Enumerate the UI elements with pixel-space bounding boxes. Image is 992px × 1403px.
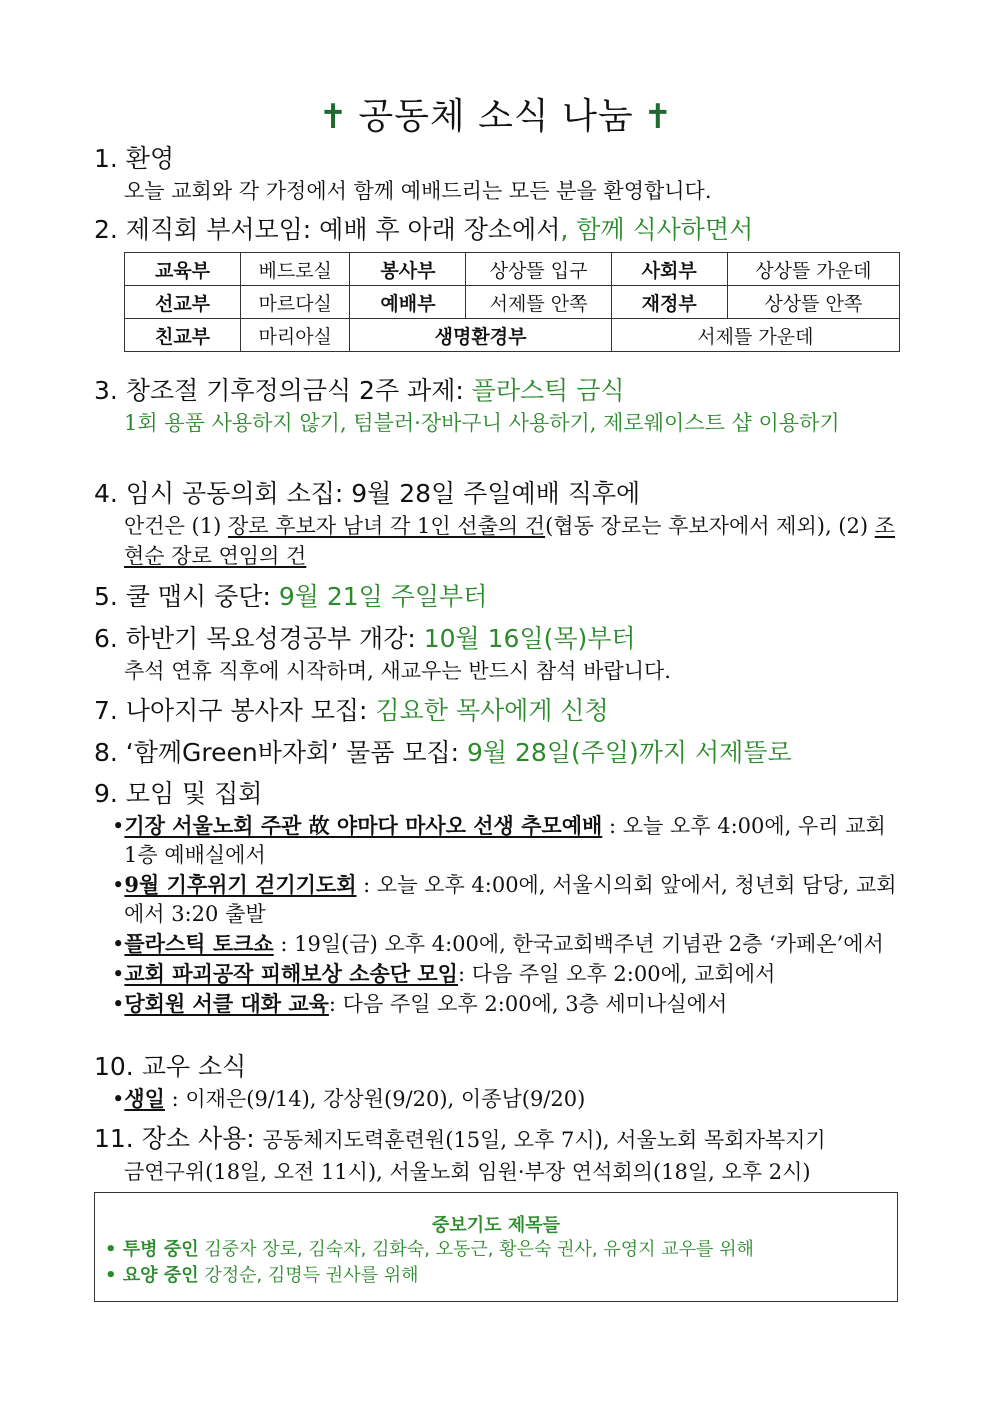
section-heading	[94, 694, 900, 728]
dept-location: 서제뜰 안쪽	[466, 286, 611, 319]
dept-name: 봉사부	[350, 253, 466, 286]
page-title-text: 공동체 소식 나눔	[358, 96, 634, 137]
section-heading	[94, 736, 900, 770]
agenda-item: 장로 후보자 남녀 각 1인 선출의 건	[227, 514, 546, 538]
dept-location: 마르다실	[241, 286, 350, 319]
section-heading: 4. 임시 공동의회 소집: 9월 28일 주일예배 직후에	[94, 479, 641, 508]
dept-location: 서제뜰 가운데	[611, 319, 899, 352]
section-heading	[94, 622, 900, 656]
dept-name: 친교부	[125, 319, 241, 352]
event-title: 9월 기후위기 걷기기도회	[124, 872, 357, 897]
heading-highlight: , 함께 식사하면서	[560, 215, 754, 244]
event-detail: : 다음 주일 오후 2:00에, 교회에서	[457, 962, 776, 986]
section-body: 1회 용품 사용하지 않기, 텀블러·장바구니 사용하기, 제로웨이스트 샵 이용하기	[124, 411, 840, 435]
section-body: 금연구위(18일, 오전 11시), 서울노회 임원·부장 연석회의(18일, 오후 2시)	[124, 1160, 811, 1184]
heading-highlight: 9월 21일 주일부터	[278, 582, 488, 611]
dept-name: 사회부	[611, 253, 727, 286]
table-row	[125, 253, 900, 286]
dept-location: 상상뜰 안쪽	[727, 286, 899, 319]
table-row	[125, 319, 900, 352]
cross-icon: ✝	[643, 97, 674, 137]
heading-highlight: 김요한 목사에게 신청	[375, 696, 609, 725]
event-title: 당회원 서클 대화 교육	[124, 991, 329, 1016]
section-heading: 10. 교우 소식	[94, 1052, 247, 1081]
dept-location: 베드로실	[241, 253, 350, 286]
prayer-label: • 투병 중인	[105, 1239, 199, 1260]
dept-name: 예배부	[350, 286, 466, 319]
heading-highlight: 플라스틱 금식	[471, 376, 625, 405]
heading-text: 5. 쿨 맵시 중단:	[94, 582, 279, 611]
section-body: 오늘 교회와 각 가정에서 함께 예배드리는 모든 분을 환영합니다.	[124, 179, 712, 203]
news-title: 생일	[124, 1086, 165, 1111]
dept-location-table	[124, 252, 900, 352]
heading-highlight: 9월 28일(주일)까지 서제뜰로	[467, 738, 792, 767]
section-fasting	[94, 374, 900, 438]
section-bible-study	[94, 622, 900, 686]
prayer-item	[95, 1263, 897, 1289]
section-body: 추석 연휴 직후에 시작하며, 새교우는 반드시 참석 바랍니다.	[124, 659, 671, 683]
section-body	[94, 511, 900, 571]
section-heading	[94, 1122, 900, 1157]
list-item: •교회 파괴공작 피해보상 소송단 모임: 다음 주일 오후 2:00에, 교회에서	[112, 961, 776, 986]
prayer-title: 중보기도 제목들	[432, 1215, 560, 1236]
list-item: •플라스틱 토크쇼 : 19일(금) 오후 4:00에, 한국교회백주년 기념관 2층 ‘카페온’에서	[112, 931, 884, 956]
section-heading: 9. 모임 및 집회	[94, 779, 263, 808]
dept-location: 상상뜰 가운데	[727, 253, 899, 286]
section-heading	[94, 580, 900, 614]
dept-name: 생명환경부	[350, 319, 611, 352]
dept-name: 재정부	[611, 286, 727, 319]
heading-highlight: 10월 16일(목)부터	[423, 624, 636, 653]
list-item: •당회원 서클 대화 교육: 다음 주일 오후 2:00에, 3층 세미나실에서	[112, 991, 728, 1016]
list-item: •9월 기후위기 걷기기도회 : 오늘 오후 4:00에, 서울시의회 앞에서, 청년회 담당, 교회에서 3:20 출발	[112, 872, 897, 926]
dept-name: 교육부	[125, 253, 241, 286]
section-gatherings	[94, 777, 900, 1019]
heading-detail: 공동체지도력훈련원(15일, 오후 7시), 서울노회 목회자복지기	[262, 1128, 826, 1152]
section-dept-meeting	[94, 213, 900, 247]
dept-name: 선교부	[125, 286, 241, 319]
heading-text: 11. 장소 사용:	[94, 1124, 263, 1153]
prayer-text: 김중자 장로, 김숙자, 김화숙, 오동근, 황은숙 권사, 유영지 교우를 위해	[198, 1239, 754, 1260]
cross-icon: ✝	[318, 97, 349, 137]
heading-text: 6. 하반기 목요성경공부 개강:	[94, 624, 424, 653]
heading-text: 3. 창조절 기후정의금식 2주 과제:	[94, 376, 472, 405]
heading-text: 2. 제직회 부서모임: 예배 후 아래 장소에서	[94, 215, 561, 244]
section-venue-use	[94, 1122, 900, 1187]
news-detail: : 이재은(9/14), 강상원(9/20), 이종남(9/20)	[164, 1087, 586, 1111]
event-title: 교회 파괴공작 피해보상 소송단 모임	[124, 961, 458, 986]
section-heading	[94, 374, 900, 408]
heading-text: 7. 나아지구 봉사자 모집:	[94, 696, 376, 725]
prayer-item	[95, 1237, 897, 1263]
dept-location: 상상뜰 입구	[466, 253, 611, 286]
agenda-item: 조현순 장로 연임의 건	[124, 514, 896, 568]
list-item: •기장 서울노회 주관 故 야마다 마사오 선생 추모예배 : 오늘 오후 4:00에, 우리 교회 1층 예배실에서	[112, 813, 886, 867]
event-detail: : 오늘 오후 4:00에, 우리 교회 1층 예배실에서	[124, 814, 886, 867]
body-text: 안건은 (1)	[124, 514, 228, 538]
section-welcome	[94, 142, 900, 206]
event-detail: : 오늘 오후 4:00에, 서울시의회 앞에서, 청년회 담당, 교회에서 3:20 출발	[124, 873, 897, 926]
section-assembly	[94, 477, 900, 571]
list-item: •생일 : 이재은(9/14), 강상원(9/20), 이종남(9/20)	[112, 1086, 586, 1111]
body-text: (협동 장로는 후보자에서 제외), (2)	[545, 514, 875, 538]
event-detail: : 다음 주일 오후 2:00에, 3층 세미나실에서	[328, 992, 728, 1016]
heading-text: 8. ‘함께Green바자회’ 물품 모집:	[94, 738, 468, 767]
section-cool-biz	[94, 580, 900, 614]
section-member-news	[94, 1050, 900, 1114]
dept-location: 마리아실	[241, 319, 350, 352]
table-row	[125, 286, 900, 319]
section-heading	[94, 213, 900, 247]
prayer-label: • 요양 중인	[105, 1265, 199, 1286]
event-detail: : 19일(금) 오후 4:00에, 한국교회백주년 기념관 2층 ‘카페온’에서	[273, 932, 884, 956]
page-title	[0, 88, 992, 139]
event-title: 플라스틱 토크쇼	[124, 931, 274, 956]
prayer-text: 강정순, 김명득 권사를 위해	[198, 1265, 419, 1286]
section-heading: 1. 환영	[94, 144, 175, 173]
event-title: 기장 서울노회 주관 故 야마다 마사오 선생 추모예배	[124, 813, 603, 838]
section-volunteers	[94, 694, 900, 728]
prayer-box	[94, 1192, 898, 1302]
section-bazaar	[94, 736, 900, 770]
